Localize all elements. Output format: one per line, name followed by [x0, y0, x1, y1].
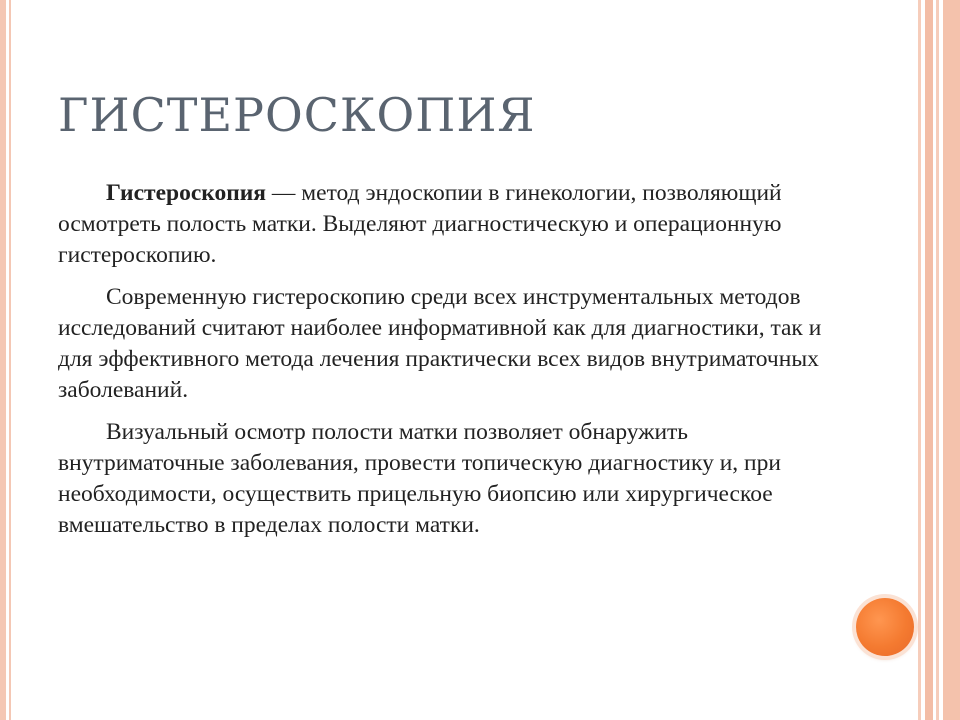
left-frame-border [0, 0, 6, 720]
right-stripe-3 [936, 0, 939, 720]
slide-body [58, 178, 848, 552]
left-frame-inner-line [9, 0, 11, 720]
slide-title: ГИСТЕРОСКОПИЯ [58, 88, 536, 142]
term-hysteroscopy: Гистероскопия [106, 180, 267, 206]
right-stripe-2 [925, 0, 933, 720]
paragraph-informativeness: Современную гистероскопию среди всех инструментальных методов исследований считают наиболее информативной как для диагностики, так и для эффективного метода лечения практически всех видов внутриматочных заболеваний. [58, 284, 822, 403]
paragraph-visual-inspection: Визуальный осмотр полости матки позволяет обнаружить внутриматочные заболевания, провести топическую диагностику и, при необходимости, осуществить прицельную биопсию или хирургическое вмешательство в пределах полости матки. [58, 419, 781, 538]
orange-circle-decoration [856, 598, 914, 656]
right-stripe-4 [943, 0, 960, 720]
paragraph-definition [58, 178, 848, 271]
right-stripe-1 [918, 0, 921, 720]
definition-text: — метод эндоскопии в гинекологии, позволяющий осмотреть полость матки. Выделяют диагностическую и операционную гистероскопию. [58, 180, 782, 268]
